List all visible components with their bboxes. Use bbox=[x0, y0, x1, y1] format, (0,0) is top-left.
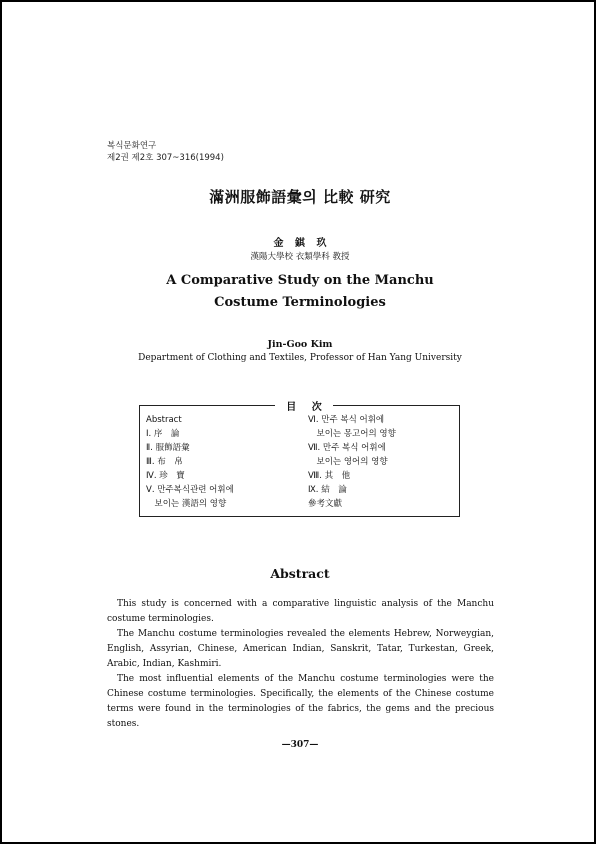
toc-left-column bbox=[146, 413, 234, 511]
affiliation-english: Department of Clothing and Textiles, Professor of Han Yang University bbox=[138, 353, 462, 363]
abstract-paragraph: The most influential elements of the Manchu costume terminologies were the Chinese costume terminologies. Specifically, the elements of the Chinese costume terms were found in the terminologies of the fabrics, the gems and the precious stones. bbox=[107, 674, 494, 729]
toc-item: 參考文獻 bbox=[308, 499, 343, 509]
toc-item: Ⅱ. 服飾語彙 bbox=[146, 443, 190, 453]
toc-item: Ⅲ. 布 帛 bbox=[146, 457, 183, 467]
author-korean: 金 錤 玖 bbox=[273, 238, 327, 249]
toc-item: Ⅵ. 만주 복식 어휘에 bbox=[308, 415, 385, 425]
author-english: Jin-Goo Kim bbox=[267, 339, 333, 350]
toc-item: 보이는 영어의 영향 bbox=[308, 457, 388, 467]
abstract-paragraph: The Manchu costume terminologies revealed the elements Hebrew, Norweygian, English, Assyrian, Chinese, American Indian, Sanskrit, Tatar, Turkestan, Greek, Arabic, Indian, Kashmiri. bbox=[107, 629, 494, 669]
toc-item: Ⅴ. 만주복식관련 어휘에 bbox=[146, 485, 234, 495]
title-english-line-1: A Comparative Study on the Manchu bbox=[166, 273, 434, 288]
toc-heading: 目 次 bbox=[275, 398, 333, 413]
toc-item: Ⅳ. 珍 寶 bbox=[146, 471, 185, 481]
toc-item: 보이는 漢語의 영향 bbox=[146, 499, 227, 509]
title-english bbox=[0, 270, 600, 314]
title-korean: 滿洲服飾語彙의 比較 研究 bbox=[209, 188, 391, 206]
journal-header bbox=[107, 140, 224, 164]
abstract-heading: Abstract bbox=[270, 566, 330, 581]
journal-volume: 제2권 제2호 307~316(1994) bbox=[107, 153, 224, 163]
abstract-body bbox=[107, 597, 494, 732]
toc-item: Abstract bbox=[146, 415, 182, 425]
toc-item: Ⅷ. 其 他 bbox=[308, 471, 351, 481]
abstract-paragraph: This study is concerned with a comparative linguistic analysis of the Manchu costume terminologies. bbox=[107, 599, 494, 624]
toc-right-column bbox=[308, 413, 396, 511]
journal-name: 복식문화연구 bbox=[107, 141, 157, 151]
affiliation-korean: 漢陽大學校 衣類學科 教授 bbox=[250, 252, 350, 262]
toc-item: 보이는 몽고어의 영향 bbox=[308, 429, 396, 439]
toc-item: Ⅶ. 만주 복식 어휘에 bbox=[308, 443, 386, 453]
toc-item: Ⅸ. 結 論 bbox=[308, 485, 347, 495]
toc-item: Ⅰ. 序 論 bbox=[146, 429, 180, 439]
page-number: —307— bbox=[281, 740, 319, 750]
title-english-line-2: Costume Terminologies bbox=[214, 295, 386, 310]
